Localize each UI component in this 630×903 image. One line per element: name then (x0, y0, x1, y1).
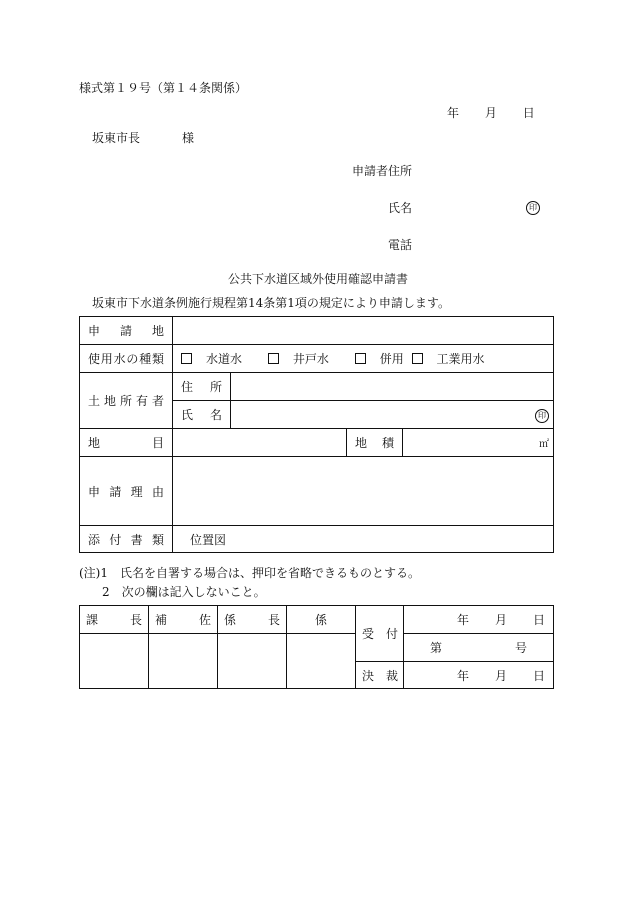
reason-label: 申請理由 (80, 457, 173, 526)
applicant-name-label: 氏名 (388, 201, 413, 215)
area-value[interactable] (403, 429, 554, 457)
uketsuke-date (404, 606, 554, 634)
office-use-table (79, 605, 554, 689)
area-unit: ㎡ (539, 439, 549, 450)
kessai-month: 月 (494, 668, 507, 683)
form-number: 様式第１９号（第１４条関係） (79, 81, 248, 95)
date-day: 日 (522, 106, 535, 120)
row-water-type (80, 345, 554, 373)
kessai-label: 決 裁 (356, 662, 404, 689)
applicant-seal-icon: 印 (526, 201, 540, 215)
kessai-year: 年 (456, 668, 469, 683)
kakaricho-label: 係 長 (218, 606, 287, 634)
row-reason (80, 457, 554, 526)
owner-address-value[interactable] (231, 373, 554, 401)
addressee-honorific: 様 (182, 131, 195, 145)
uketsuke-day: 日 (532, 613, 545, 627)
area-label: 地 積 (347, 429, 403, 457)
applicant-phone-label: 電話 (388, 238, 413, 252)
water-type-options (173, 345, 554, 373)
checkbox-well[interactable] (268, 353, 279, 364)
hosa-stamp[interactable] (149, 634, 218, 689)
number-dai: 第 (430, 641, 443, 655)
document-title: 公共下水道区域外使用確認申請書 (228, 272, 409, 286)
site-value[interactable] (173, 317, 554, 345)
kacho-stamp[interactable] (80, 634, 149, 689)
hosa-label: 補 佐 (149, 606, 218, 634)
attachments-label: 添付書類 (80, 526, 173, 553)
site-label: 申 請 地 (80, 317, 173, 345)
land-category-value[interactable] (173, 429, 347, 457)
addressee: 坂東市長 (92, 131, 141, 145)
attachments-value: 位置図 (173, 526, 554, 553)
kakari-label: 係 (287, 606, 356, 634)
owner-address-label: 住 所 (173, 373, 231, 401)
owner-name-label: 氏 名 (173, 401, 231, 429)
owner-name-value[interactable] (231, 401, 554, 429)
application-form (79, 316, 554, 553)
row-land (80, 429, 554, 457)
reason-value[interactable] (173, 457, 554, 526)
number-go: 号 (514, 641, 527, 655)
date-year: 年 (447, 106, 460, 120)
uketsuke-number (404, 634, 554, 662)
owner-seal-icon: 印 (535, 409, 549, 423)
water-type-combined: 併用 (355, 352, 404, 366)
applicant-address-label: 申請者住所 (352, 164, 413, 178)
checkbox-industrial[interactable] (412, 353, 423, 364)
kakari-stamp[interactable] (287, 634, 356, 689)
owner-label: 土地所有者 (80, 373, 173, 429)
land-category-label: 地 目 (80, 429, 173, 457)
row-site (80, 317, 554, 345)
kakaricho-stamp[interactable] (218, 634, 287, 689)
checkbox-tap[interactable] (181, 353, 192, 364)
uketsuke-year: 年 (456, 613, 469, 627)
water-type-tap: 水道水 (181, 352, 242, 366)
water-type-label: 使用水の種類 (80, 345, 173, 373)
note-2: 2 次の欄は記入しないこと。 (102, 585, 266, 599)
date-month: 月 (484, 106, 497, 120)
uketsuke-label: 受 付 (356, 606, 404, 662)
row-owner-address (80, 373, 554, 401)
note-1: (注)1 氏名を自署する場合は、押印を省略できるものとする。 (79, 566, 421, 580)
row-attachments (80, 526, 554, 553)
kessai-date (404, 662, 554, 689)
uketsuke-month: 月 (494, 613, 507, 627)
header-date (447, 106, 535, 120)
office-header-row (80, 606, 554, 634)
kessai-day: 日 (532, 668, 545, 683)
intro-text: 坂東市下水道条例施行規程第14条第1項の規定により申請します。 (92, 296, 450, 310)
office-number-row (80, 634, 554, 662)
water-type-industrial: 工業用水 (412, 352, 485, 366)
kacho-label: 課 長 (80, 606, 149, 634)
checkbox-combined[interactable] (355, 353, 366, 364)
water-type-well: 井戸水 (268, 352, 329, 366)
